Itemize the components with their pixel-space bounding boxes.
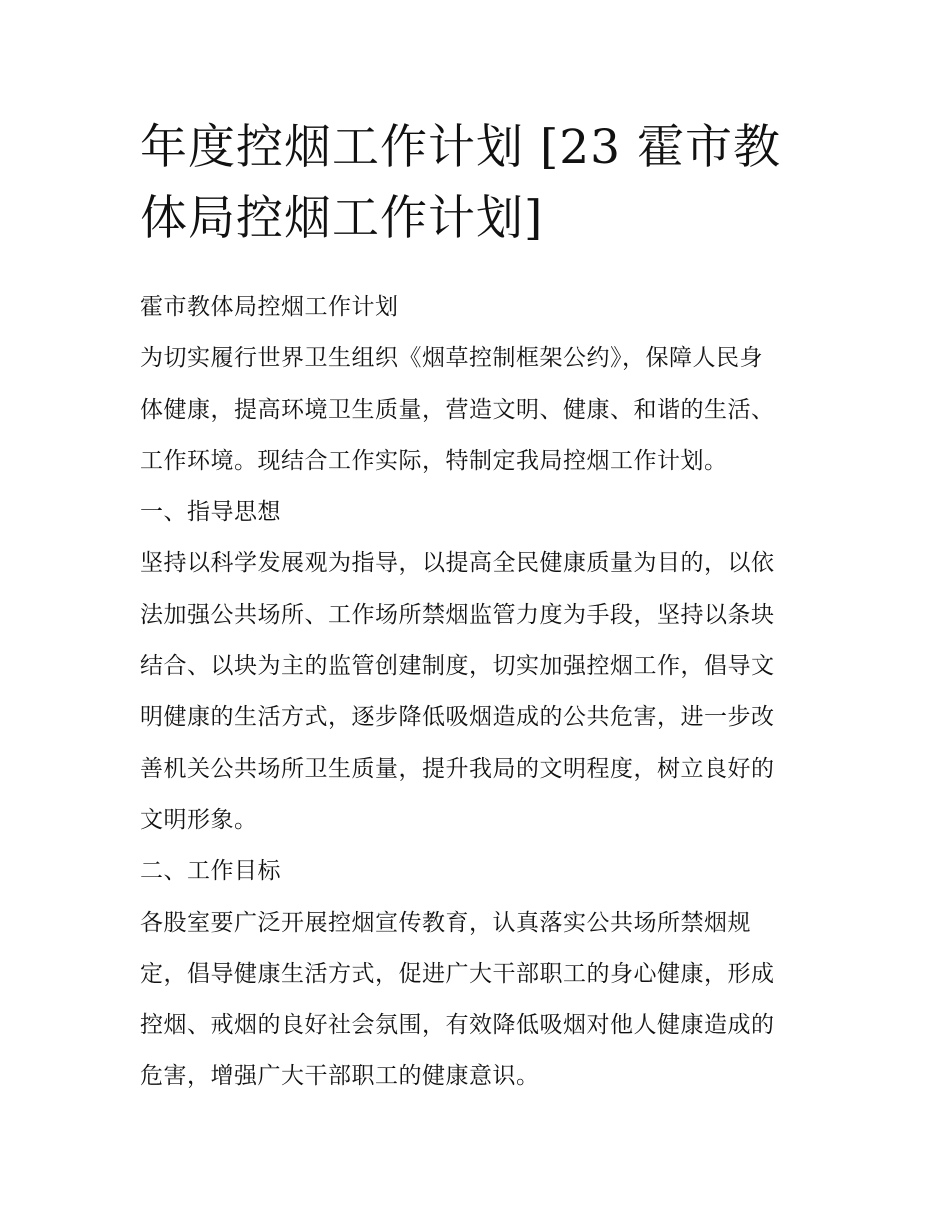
- paragraph-line: 体健康，提高环境卫生质量，营造文明、健康、和谐的生活、: [140, 396, 775, 423]
- subtitle: 霍市教体局控烟工作计划: [140, 294, 399, 320]
- document-title: [140, 112, 820, 254]
- paragraph-line: 明健康的生活方式，逐步降低吸烟造成的公共危害，进一步改: [140, 704, 775, 731]
- paragraph-line: 定，倡导健康生活方式，促进广大干部职工的身心健康，形成: [140, 960, 775, 987]
- paragraph-line: 工作环境。现结合工作实际，特制定我局控烟工作计划。: [140, 447, 728, 474]
- title-line: 体局控烟工作计划]: [140, 191, 544, 246]
- paragraph-line: 善机关公共场所卫生质量，提升我局的文明程度，树立良好的: [140, 755, 775, 782]
- paragraph-line: 文明形象。: [140, 806, 258, 833]
- paragraph-line: 法加强公共场所、工作场所禁烟监管力度为手段，坚持以条块: [140, 601, 775, 628]
- title-line: 年度控烟工作计划 [23 霍市教: [140, 120, 782, 175]
- paragraph-line: 各股室要广泛开展控烟宣传教育，认真落实公共场所禁烟规: [140, 909, 751, 936]
- paragraph-line: 控烟、戒烟的良好社会氛围，有效降低吸烟对他人健康造成的: [140, 1012, 775, 1039]
- paragraph-line: 坚持以科学发展观为指导，以提高全民健康质量为目的，以依: [140, 550, 775, 577]
- paragraph-line: 危害，增强广大干部职工的健康意识。: [140, 1063, 540, 1090]
- paragraph-line: 为切实履行世界卫生组织《烟草控制框架公约》，保障人民身: [140, 345, 763, 372]
- paragraph-line: 结合、以块为主的监管创建制度，切实加强控烟工作，倡导文: [140, 653, 775, 680]
- section-heading: 一、指导思想: [140, 499, 281, 526]
- document-body: [140, 282, 820, 1103]
- section-heading: 二、工作目标: [140, 858, 281, 885]
